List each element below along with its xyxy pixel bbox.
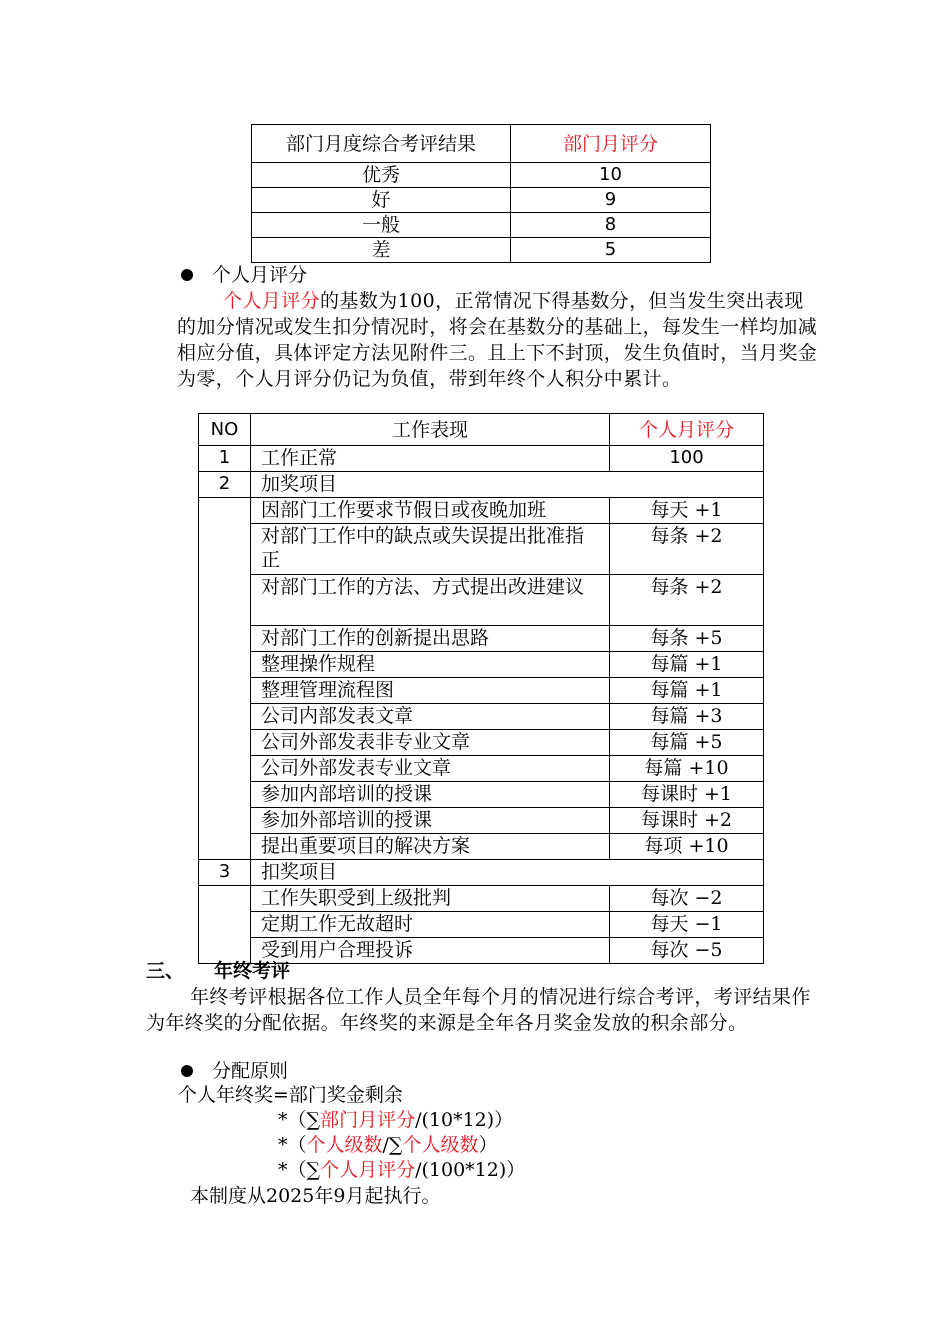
bonus-work: 公司外部发表非专业文章 <box>251 730 610 756</box>
table-row <box>199 652 764 678</box>
formula-text: *（ <box>278 1134 307 1156</box>
bonus-work: 对部门工作的方法、方式提出改进建议 <box>251 575 610 626</box>
penalty-work: 工作失职受到上级批判 <box>251 886 610 912</box>
table-row <box>199 575 764 626</box>
bonus-score: 每课时 +1 <box>610 782 764 808</box>
bonus-score: 每篇 +1 <box>610 678 764 704</box>
table-row <box>199 524 764 575</box>
table-row <box>199 834 764 860</box>
formula-term: 个人级数 <box>306 1134 383 1156</box>
table-row <box>199 808 764 834</box>
dept-header-score: 部门月评分 <box>511 125 711 163</box>
personal-score-term: 个人月评分 <box>223 290 321 312</box>
table-row <box>199 472 764 498</box>
row-work: 加奖项目 <box>251 472 764 498</box>
bonus-group-cell <box>199 498 251 860</box>
penalty-score: 每次 −5 <box>610 938 764 964</box>
bonus-work: 整理管理流程图 <box>251 678 610 704</box>
bonus-work: 对部门工作中的缺点或失误提出批准指正 <box>251 524 610 575</box>
table-row <box>199 756 764 782</box>
row-score: 100 <box>610 446 764 472</box>
table-row <box>199 498 764 524</box>
dept-result: 优秀 <box>252 163 511 188</box>
year-end-paragraph: 年终考评根据各位工作人员全年每个月的情况进行综合考评，考评结果作为年终奖的分配依据。年终奖的来源是全年各月奖金发放的积余部分。 <box>146 986 811 1034</box>
dept-result: 差 <box>252 238 511 263</box>
dept-score: 5 <box>511 238 711 263</box>
personal-table-header <box>199 414 764 446</box>
row-no: 2 <box>199 472 251 498</box>
bonus-score: 每条 +5 <box>610 626 764 652</box>
formula-text: /(10*12)） <box>415 1109 514 1131</box>
dept-header-result: 部门月度综合考评结果 <box>252 125 511 163</box>
formula-term: 部门月评分 <box>320 1109 416 1131</box>
table-row <box>199 626 764 652</box>
effective-date-note: 本制度从2025年9月起执行。 <box>190 1185 441 1207</box>
header-score: 个人月评分 <box>610 414 764 446</box>
table-row <box>252 188 711 213</box>
table-row <box>199 860 764 886</box>
bonus-score: 每课时 +2 <box>610 808 764 834</box>
bonus-score: 每篇 +5 <box>610 730 764 756</box>
formula-term: 个人月评分 <box>320 1159 416 1181</box>
bonus-work: 提出重要项目的解决方案 <box>251 834 610 860</box>
table-row <box>252 238 711 263</box>
bonus-work: 因部门工作要求节假日或夜晚加班 <box>251 498 610 524</box>
bonus-work: 对部门工作的创新提出思路 <box>251 626 610 652</box>
bonus-work: 整理操作规程 <box>251 652 610 678</box>
formula-text: /(100*12)） <box>415 1159 526 1181</box>
formula-line-2 <box>278 1107 513 1133</box>
row-work: 工作正常 <box>251 446 610 472</box>
row-work: 扣奖项目 <box>251 860 764 886</box>
table-row <box>199 446 764 472</box>
bonus-score: 每篇 +10 <box>610 756 764 782</box>
principle-title: 分配原则 <box>212 1060 289 1082</box>
dept-result: 一般 <box>252 213 511 238</box>
penalty-work: 受到用户合理投诉 <box>251 938 610 964</box>
formula-line-3 <box>278 1132 498 1158</box>
bonus-work: 公司内部发表文章 <box>251 704 610 730</box>
bonus-work: 公司外部发表专业文章 <box>251 756 610 782</box>
formula-text: /∑ <box>382 1134 403 1156</box>
year-end-heading-title: 年终考评 <box>214 960 291 982</box>
header-work: 工作表现 <box>251 414 610 446</box>
penalty-score: 每次 −2 <box>610 886 764 912</box>
table-row <box>199 704 764 730</box>
formula-text: ） <box>478 1134 498 1156</box>
header-no: NO <box>199 414 251 446</box>
year-end-heading-number: 三、 <box>146 960 185 982</box>
formula-term: 个人级数 <box>402 1134 479 1156</box>
dept-result: 好 <box>252 188 511 213</box>
table-row <box>252 213 711 238</box>
bonus-score: 每项 +10 <box>610 834 764 860</box>
dept-score: 9 <box>511 188 711 213</box>
row-no: 3 <box>199 860 251 886</box>
table-row <box>199 678 764 704</box>
table-row <box>199 782 764 808</box>
table-row <box>252 163 711 188</box>
formula-line-1: 个人年终奖=部门奖金剩余 <box>178 1084 403 1106</box>
bonus-score: 每篇 +3 <box>610 704 764 730</box>
formula-text: *（∑ <box>278 1159 321 1181</box>
bonus-work: 参加内部培训的授课 <box>251 782 610 808</box>
table-row <box>199 912 764 938</box>
table-row <box>199 886 764 912</box>
dept-score: 10 <box>511 163 711 188</box>
bonus-score: 每天 +1 <box>610 498 764 524</box>
bullet-icon <box>181 1065 193 1077</box>
penalty-work: 定期工作无故超时 <box>251 912 610 938</box>
dept-table-header <box>252 125 711 163</box>
row-no: 1 <box>199 446 251 472</box>
penalty-group-cell <box>199 886 251 964</box>
dept-score: 8 <box>511 213 711 238</box>
table-row <box>199 730 764 756</box>
bonus-work: 参加外部培训的授课 <box>251 808 610 834</box>
dept-score-table <box>251 124 711 263</box>
bonus-score: 每篇 +1 <box>610 652 764 678</box>
personal-score-table <box>198 413 764 964</box>
bullet-icon <box>181 269 193 281</box>
bonus-score: 每条 +2 <box>610 575 764 626</box>
personal-para-text: 的基数为100，正常情况下得基数分，但当发生突出表现的加分情况或发生扣分情况时，将会在基数分的基础上，每发生一样均加减相应分值，具体评定方法见附件三。且上下不封顶，发生负值时，当月奖金为零，个人月评分仍记为负值，带到年终个人积分中累计。 <box>177 290 818 390</box>
formula-line-4 <box>278 1157 525 1183</box>
personal-section-title: 个人月评分 <box>212 264 308 286</box>
penalty-score: 每天 −1 <box>610 912 764 938</box>
formula-text: *（∑ <box>278 1109 321 1131</box>
personal-section-paragraph <box>177 288 819 392</box>
bonus-score: 每条 +2 <box>610 524 764 575</box>
